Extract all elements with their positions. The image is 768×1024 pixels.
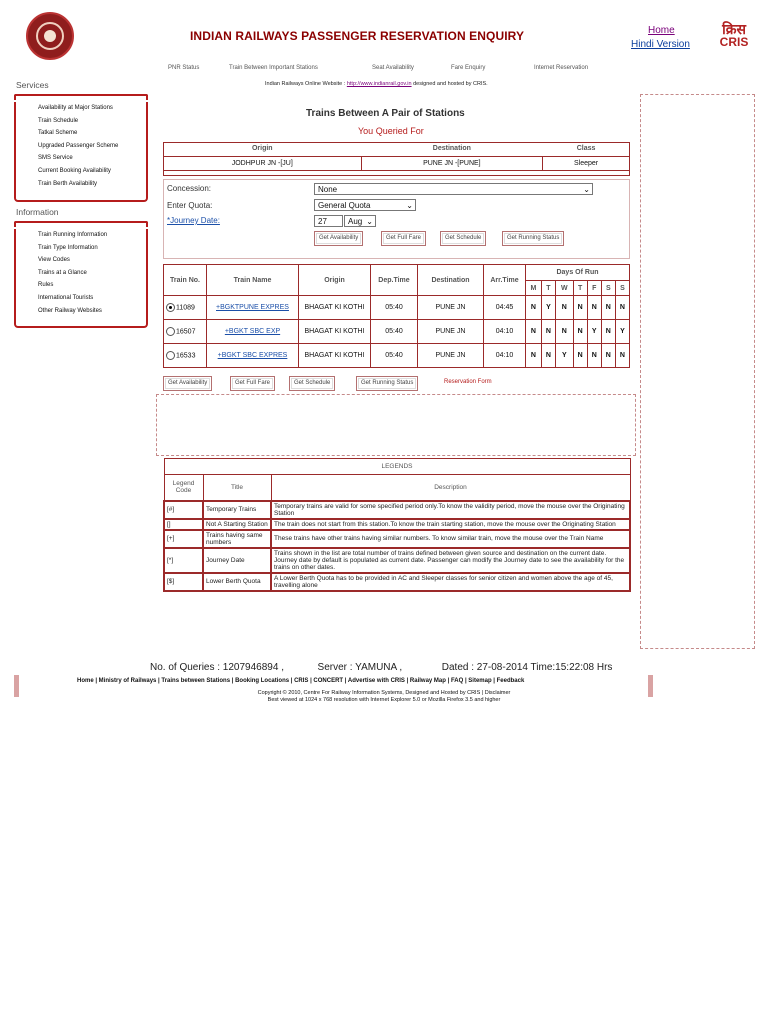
get-full-fare-button-2[interactable]: Get Full Fare <box>230 376 275 391</box>
journey-month-value: Aug <box>348 217 363 226</box>
day-run-flag: N <box>573 344 587 368</box>
concession-label: Concession: <box>167 184 212 193</box>
nav-seat-availability[interactable]: Seat Availability <box>372 65 414 71</box>
journey-day-input[interactable] <box>314 215 343 227</box>
sidebar-item[interactable]: Availability at Major Stations <box>38 105 113 111</box>
legend-title: Trains having same numbers <box>203 530 271 548</box>
nav-internet-reservation[interactable]: Internet Reservation <box>534 65 589 71</box>
legend-code: [#] <box>164 501 203 519</box>
journey-month-select[interactable] <box>344 215 376 227</box>
day-run-flag: N <box>615 296 629 320</box>
day-run-flag: N <box>615 344 629 368</box>
legend-row <box>164 501 630 519</box>
cris-logo-text: CRIS <box>719 35 749 49</box>
train-name-cell <box>207 344 299 368</box>
get-running-status-button[interactable]: Get Running Status <box>502 231 564 246</box>
arr-time-header: Arr.Time <box>484 265 526 296</box>
day-run-flag: N <box>587 296 601 320</box>
train-name-link[interactable]: +BGKTPUNE EXPRES <box>216 304 289 311</box>
best-viewed-line: Best viewed at 1024 x 768 resolution with Internet Explorer 5.0 or Mozilla Firefox 3.5 and higher <box>267 697 501 703</box>
section-title: Trains Between A Pair of Stations <box>306 108 465 119</box>
reservation-form-link[interactable]: Reservation Form <box>444 379 492 385</box>
chevron-down-icon: ⌄ <box>366 217 373 226</box>
legend-row <box>164 548 630 573</box>
indian-railways-logo <box>26 12 74 60</box>
site-info-prefix: Indian Railways Online Website : <box>265 81 347 87</box>
services-top-bar <box>14 94 148 100</box>
chevron-down-icon: ⌄ <box>406 201 413 210</box>
train-select-radio[interactable] <box>166 351 175 360</box>
nav-fare-enquiry[interactable]: Fare Enquiry <box>451 65 486 71</box>
day-run-flag: N <box>526 344 542 368</box>
train-row <box>164 344 630 368</box>
legend-title: Temporary Trains <box>203 501 271 519</box>
train-no-header: Train No. <box>164 265 207 296</box>
footer-links[interactable]: Home | Ministry of Railways | Trains between Stations | Booking Locations | CRIS | CONCERT | Advertise with CRIS | Railway Map | FAQ | Sitemap | Feedback <box>77 678 525 684</box>
footer-copyright <box>0 690 768 704</box>
day-run-flag: N <box>555 296 573 320</box>
site-info-suffix: designed and hosted by CRIS. <box>411 81 488 87</box>
day-run-flag: N <box>541 320 555 344</box>
information-menu <box>14 229 148 328</box>
train-select-radio[interactable] <box>166 327 175 336</box>
nav-pnr-status[interactable]: PNR Status <box>168 65 200 71</box>
concession-select[interactable] <box>314 183 593 195</box>
train-origin: BHAGAT KI KOTHI <box>299 296 371 320</box>
day-run-flag: N <box>601 344 615 368</box>
legend-description-header: Description <box>271 475 630 501</box>
legend-description: Temporary trains are valid for some specified period only.To know the validity period, move the mouse over the Originating Station <box>271 501 630 519</box>
result-placeholder <box>156 394 636 456</box>
dep-time-header: Dep.Time <box>371 265 418 296</box>
cris-logo-hindi: क्रिस <box>722 21 746 37</box>
day-run-flag: Y <box>555 344 573 368</box>
day-letter-header: S <box>615 281 629 296</box>
day-run-flag: Y <box>587 320 601 344</box>
train-name-cell <box>207 320 299 344</box>
services-menu <box>14 102 148 202</box>
chevron-down-icon: ⌄ <box>583 185 590 194</box>
train-select-radio[interactable] <box>166 303 175 312</box>
information-heading: Information <box>16 207 59 217</box>
day-run-flag: N <box>601 296 615 320</box>
sidebar-item[interactable]: View Codes <box>38 257 70 264</box>
copyright-line: Copyright © 2010, Centre For Railway Information Systems, Designed and Hosted by CRIS | Disclaimer <box>257 690 511 696</box>
sidebar-item[interactable]: Upgraded Passenger Scheme <box>38 142 119 149</box>
train-name-link[interactable]: +BGKT SBC EXPRES <box>217 352 288 359</box>
legend-description: These trains have other trains having similar numbers. To know similar train, move the mouse over the Train Name <box>271 530 630 548</box>
train-name-cell <box>207 296 299 320</box>
legend-title: Not A Starting Station <box>203 519 271 530</box>
legend-code: [+] <box>164 530 203 548</box>
train-no-cell <box>164 344 207 368</box>
legend-code: [*] <box>164 548 203 573</box>
get-schedule-button[interactable]: Get Schedule <box>440 231 486 246</box>
train-arr-time: 04:10 <box>484 320 526 344</box>
get-full-fare-button[interactable]: Get Full Fare <box>381 231 426 246</box>
train-no: 11089 <box>176 304 195 312</box>
you-queried-for-label: You Queried For <box>358 126 424 136</box>
day-run-flag: N <box>526 296 542 320</box>
legend-row <box>164 519 630 530</box>
train-destination: PUNE JN <box>418 296 484 320</box>
class-value: Sleeper <box>543 156 630 170</box>
train-row <box>164 320 630 344</box>
legend-row <box>164 530 630 548</box>
train-origin: BHAGAT KI KOTHI <box>299 344 371 368</box>
train-name-header: Train Name <box>207 265 299 296</box>
legend-title: Lower Berth Quota <box>203 573 271 591</box>
legend-title: Journey Date <box>203 548 271 573</box>
legends-table <box>163 458 631 592</box>
indianrail-url-link[interactable]: http://www.indianrail.gov.in <box>346 81 412 87</box>
home-link[interactable]: Home <box>648 25 675 36</box>
page-header-title: INDIAN RAILWAYS PASSENGER RESERVATION ENQUIRY <box>190 29 525 43</box>
query-summary-table <box>163 142 630 171</box>
train-name-link[interactable]: +BGKT SBC EXP <box>224 328 281 335</box>
trains-table <box>163 264 630 368</box>
train-no: 16507 <box>176 328 196 336</box>
destination-header: Destination <box>432 145 471 153</box>
train-dep-time: 05:40 <box>371 320 418 344</box>
day-letter-header: F <box>587 281 601 296</box>
day-run-flag: N <box>573 296 587 320</box>
day-letter-header: T <box>541 281 555 296</box>
train-dep-time: 05:40 <box>371 344 418 368</box>
sidebar-item[interactable]: Tatkal Scheme <box>38 130 78 137</box>
origin-value: JODHPUR JN -[JU] <box>164 156 362 170</box>
legend-title-header: Title <box>203 475 271 501</box>
legend-row <box>164 573 630 591</box>
query-count: No. of Queries : 1207946894 , <box>150 662 284 673</box>
sidebar-item[interactable]: Train Berth Availability <box>38 180 98 187</box>
day-run-flag: N <box>526 320 542 344</box>
day-letter-header: T <box>573 281 587 296</box>
legend-code: [] <box>164 519 203 530</box>
day-letter-header: S <box>601 281 615 296</box>
train-no-cell <box>164 296 207 320</box>
journey-day-value: 27 <box>318 217 327 226</box>
footer-stats <box>150 662 612 673</box>
class-header: Class <box>576 145 596 153</box>
train-dep-time: 05:40 <box>371 296 418 320</box>
quota-label: Enter Quota: <box>167 201 213 210</box>
day-letter-header: M <box>526 281 542 296</box>
legends-title: LEGENDS <box>164 459 630 475</box>
day-run-flag: N <box>601 320 615 344</box>
nav-trains-between-important-stations[interactable]: Train Between Important Stations <box>229 65 318 71</box>
journey-date-link[interactable]: *Journey Date: <box>167 216 220 225</box>
destination-col-header: Destination <box>418 265 484 296</box>
quota-value: General Quota <box>318 201 371 210</box>
day-run-flag: Y <box>615 320 629 344</box>
sidebar-item[interactable]: International Tourists <box>38 294 94 301</box>
get-running-status-button-2[interactable]: Get Running Status <box>356 376 418 391</box>
train-row <box>164 296 630 320</box>
day-letter-header: W <box>555 281 573 296</box>
train-destination: PUNE JN <box>418 344 484 368</box>
cris-logo <box>716 22 752 48</box>
days-of-run-header: Days Of Run <box>526 265 630 281</box>
sidebar-item[interactable]: SMS Service <box>38 155 73 162</box>
sidebar-item[interactable]: Train Type Information <box>38 244 98 251</box>
sidebar-item[interactable]: Current Booking Availability <box>38 167 111 174</box>
information-top-bar <box>14 221 148 227</box>
concession-value: None <box>318 185 338 194</box>
sidebar-item[interactable]: Train Schedule <box>38 117 79 124</box>
right-ad-placeholder <box>640 94 755 649</box>
sidebar-item[interactable]: Rules <box>38 282 54 289</box>
get-availability-button[interactable]: Get Availability <box>314 231 363 246</box>
train-destination: PUNE JN <box>418 320 484 344</box>
train-arr-time: 04:10 <box>484 344 526 368</box>
legend-description: The train does not start from this station.To know the train starting station, move the mouse over the Originating Station <box>271 519 630 530</box>
server-name: Server : YAMUNA , <box>317 662 403 673</box>
train-no: 16533 <box>176 352 196 360</box>
get-schedule-button-2[interactable]: Get Schedule <box>289 376 335 391</box>
legend-description: Trains shown in the list are total number of trains defined between given source and destination on the current date. Journey date by default is populated as current date. Passenger can modify the Journey date to see the availability for the trains on other dates. <box>271 548 630 573</box>
sidebar-item[interactable]: Other Railway Websites <box>38 307 102 314</box>
legend-code-header: Legend Code <box>164 475 203 501</box>
day-run-flag: N <box>587 344 601 368</box>
services-heading: Services <box>16 80 49 90</box>
day-run-flag: N <box>555 320 573 344</box>
sidebar-item[interactable]: Trains at a Glance <box>38 269 87 276</box>
legend-description: A Lower Berth Quota has to be provided in AC and Sleeper classes for senior citizen and women above the age of 45, travelling alone <box>271 573 630 591</box>
query-date: Dated : 27-08-2014 Time:15:22:08 Hrs <box>441 662 613 673</box>
day-run-flag: Y <box>541 296 555 320</box>
day-run-flag: N <box>573 320 587 344</box>
hindi-version-link[interactable]: Hindi Version <box>631 39 690 50</box>
origin-header: Origin <box>251 145 273 153</box>
train-origin: BHAGAT KI KOTHI <box>299 320 371 344</box>
quota-select[interactable] <box>314 199 416 211</box>
train-no-cell <box>164 320 207 344</box>
destination-value: PUNE JN -[PUNE] <box>361 156 543 170</box>
get-availability-button-2[interactable]: Get Availability <box>163 376 212 391</box>
train-arr-time: 04:45 <box>484 296 526 320</box>
site-info-line <box>265 81 488 87</box>
sidebar-item[interactable]: Train Running Information <box>38 232 108 238</box>
day-run-flag: N <box>541 344 555 368</box>
legend-code: [$] <box>164 573 203 591</box>
origin-col-header: Origin <box>299 265 371 296</box>
